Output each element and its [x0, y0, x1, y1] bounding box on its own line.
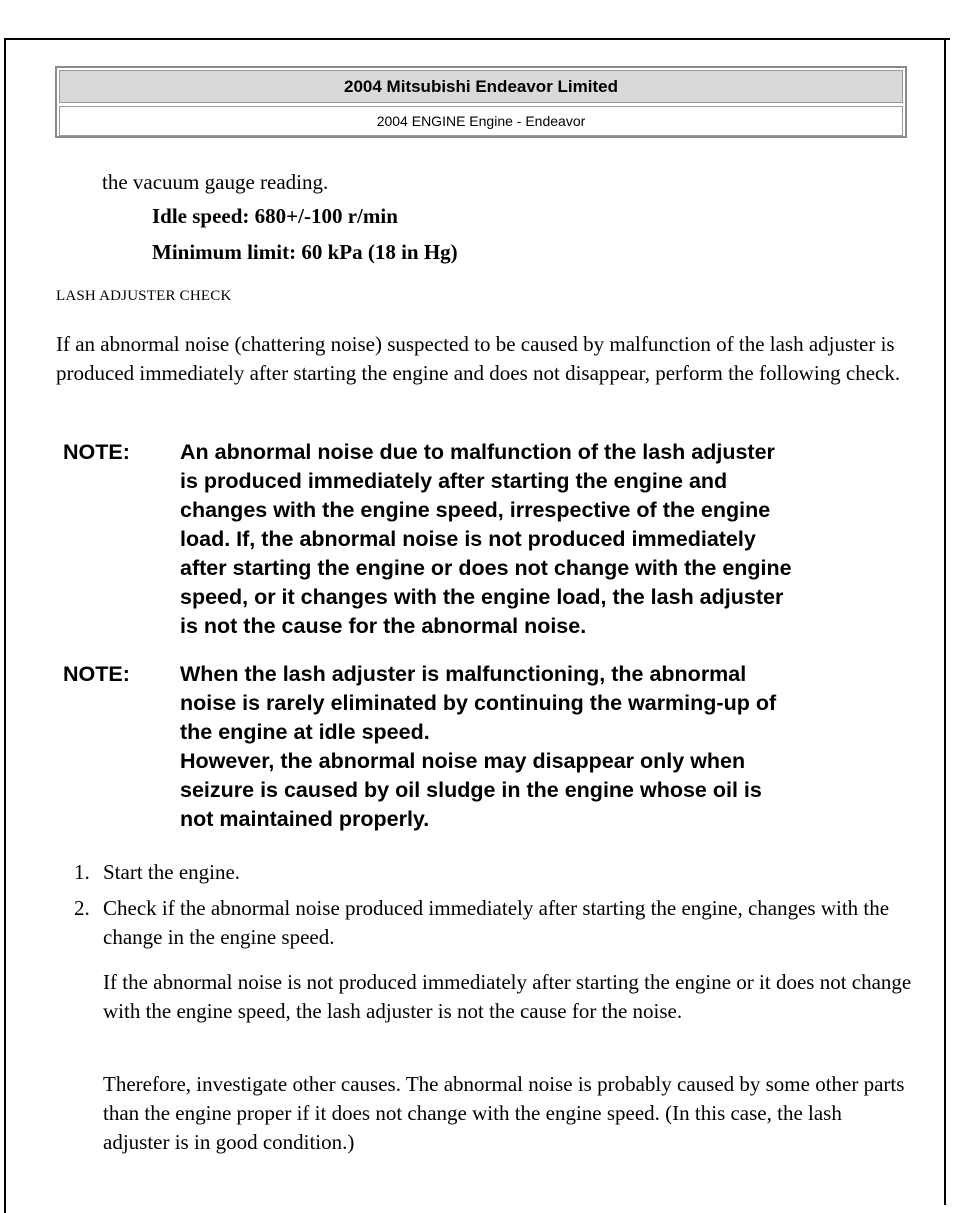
step-text: Check if the abnormal noise produced immediately after starting the engine, changes with the change in the engine speed.	[103, 896, 890, 949]
spec-minimum-limit: Minimum limit: 60 kPa (18 in Hg)	[152, 240, 458, 264]
header-title: 2004 Mitsubishi Endeavor Limited	[59, 70, 903, 103]
intro-paragraph: If an abnormal noise (chattering noise) suspected to be caused by malfunction of the lash adjuster is produced immediately after starting the engine and does not disappear, perform the following check.	[56, 332, 901, 385]
intro-text: the vacuum gauge reading.	[102, 170, 329, 194]
section-heading: LASH ADJUSTER CHECK	[56, 288, 232, 304]
step-text: Start the engine.	[103, 860, 241, 884]
step-number: 1.	[74, 860, 90, 884]
note-text: When the lash adjuster is malfunctioning, the abnormal noise is rarely eliminated by continuing the warming-up of the engine at idle speed. However, the abnormal noise may disappear only when seizure is caused by oil sludge in the engine whose oil is not maintained properly.	[180, 662, 777, 831]
note-label: NOTE:	[63, 440, 130, 464]
page-frame-right-edge	[944, 38, 946, 1205]
step2-paragraph: Therefore, investigate other causes. The abnormal noise is probably caused by some other parts than the engine proper if it does not change with the engine speed. (In this case, the lash adjuster is in good condition.)	[103, 1072, 905, 1154]
step-number: 2.	[74, 896, 90, 920]
note-label: NOTE:	[63, 662, 130, 686]
step2-paragraph: If the abnormal noise is not produced immediately after starting the engine or it does not change with the engine speed, the lash adjuster is not the cause for the noise.	[103, 970, 912, 1023]
document-header	[55, 66, 907, 138]
note-text: An abnormal noise due to malfunction of the lash adjuster is produced immediately after starting the engine and changes with the engine speed, irrespective of the engine load. If, the abnormal noise is not produced immediately after starting the engine or does not change with the engine speed, or it changes with the engine load, the lash adjuster is not the cause for the abnormal noise.	[180, 440, 792, 638]
spec-idle-speed: Idle speed: 680+/-100 r/min	[152, 204, 398, 228]
header-subtitle: 2004 ENGINE Engine - Endeavor	[59, 106, 903, 136]
